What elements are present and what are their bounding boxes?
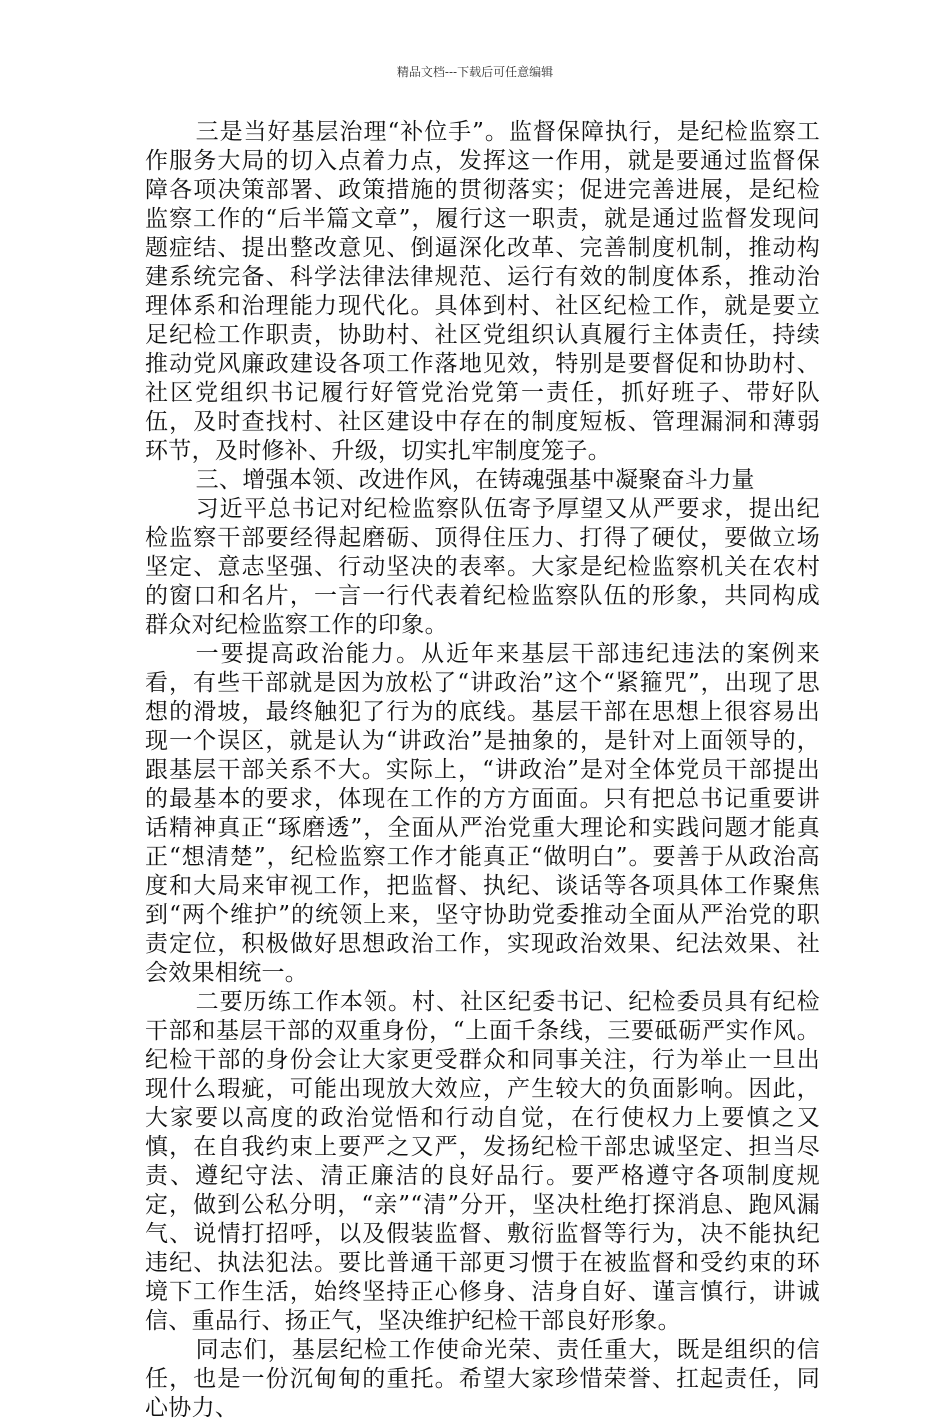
paragraph-supervision: 三是当好基层治理“补位手”。监督保障执行，是纪检监察工作服务大局的切入点着力点，发挥这一作用，就是要通过监督保障各项决策部署、政策措施的贯彻落实；促进完善进展，是纪检监察工作的“后半篇文章”，履行这一职责，就是通过监督发现问题症结、提出整改意见、倒逼深化改革、完善制度机制，推动构建系统完备、科学法律法律规范、运行有效的制度体系，推动治理体系和治理能力现代化。具体到村、社区纪检工作，就是要立足纪检工作职责，协助村、社区党组织认真履行主体责任，持续推动党风廉政建设各项工作落地见效，特别是要督促和协助村、社区党组织书记履行好管党治党第一责任，抓好班子、带好队伍，及时查找村、社区建设中存在的制度短板、管理漏洞和薄弱环节，及时修补、升级，切实扎牢制度笼子。 [145,119,820,464]
page-header: 精品文档---下载后可任意编辑 [396,65,554,79]
paragraph-closing: 同志们，基层纪检工作使命光荣、责任重大，既是组织的信任，也是一份沉甸甸的重托。希望大家珍惜荣誉、扛起责任，同心协力、 [145,1337,820,1421]
document-body [145,118,820,1423]
paragraph-requirements: 习近平总书记对纪检监察队伍寄予厚望又从严要求，提出纪检监察干部要经得起磨砺、顶得住压力、打得了硬仗，要做立场坚定、意志坚强、行动坚决的表率。大家是纪检监察机关在农村的窗口和名片，一言一行代表着纪检监察队伍的形象，共同构成群众对纪检监察工作的印象。 [145,496,820,638]
paragraph-political-ability: 一要提高政治能力。从近年来基层干部违纪违法的案例来看，有些干部就是因为放松了“讲政治”这个“紧箍咒”，出现了思想的滑坡，最终触犯了行为的底线。基层干部在思想上很容易出现一个误区，就是认为“讲政治”是抽象的，是针对上面领导的，跟基层干部关系不大。实际上，“讲政治”是对全体党员干部提出的最基本的要求，体现在工作的方方面面。只有把总书记重要讲话精神真正“琢磨透”，全面从严治党重大理论和实践问题才能真正“想清楚”，纪检监察工作才能真正“做明白”。要善于从政治高度和大局来审视工作，把监督、执纪、谈话等各项具体工作聚焦到“两个维护”的统领上来，坚守协助党委推动全面从严治党的职责定位，积极做好思想政治工作，实现政治效果、纪法效果、社会效果相统一。 [145,641,820,986]
section-heading-three: 三、增强本领、改进作风，在铸魂强基中凝聚奋斗力量 [195,467,755,493]
paragraph-work-skills: 二要历练工作本领。村、社区纪委书记、纪检委员具有纪检干部和基层干部的双重身份，“上面千条线，三要砥砺严实作风。纪检干部的身份会让大家更受群众和同事关注，行为举止一旦出现什么瑕疵，可能出现放大效应，产生较大的负面影响。因此，大家要以高度的政治觉悟和行动自觉，在行使权力上要慎之又慎，在自我约束上要严之又严，发扬纪检干部忠诚坚定、担当尽责、遵纪守法、清正廉洁的良好品行。要严格遵守各项制度规定，做到公私分明，“亲”“清”分开，坚决杜绝打探消息、跑风漏气、说情打招呼，以及假装监督、敷衍监督等行为，决不能执纪违纪、执法犯法。要比普通干部更习惯于在被监督和受约束的环境下工作生活，始终坚持正心修身、洁身自好、谨言慎行，讲诚信、重品行、扬正气，坚决维护纪检干部良好形象。 [145,989,820,1334]
